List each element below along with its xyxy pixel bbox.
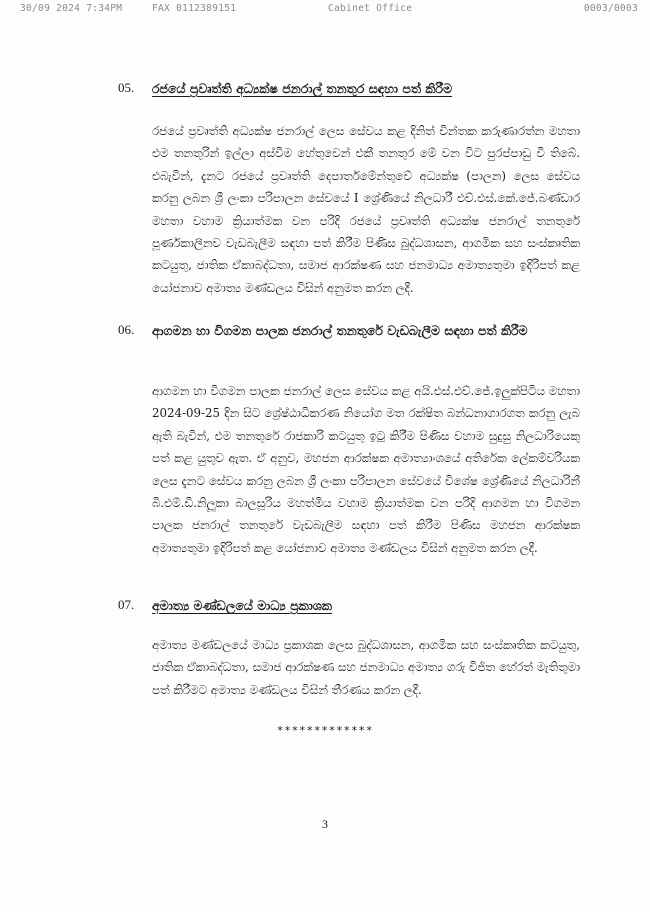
fax-sender-office: Cabinet Office (328, 3, 413, 14)
section-title: ආගමන හා විගමන පාලක ජනරාල් තනතුරේ වැඩබැලීම සඳහා පත් කිරීම (152, 323, 528, 338)
section-number: 07. (118, 597, 135, 612)
section-body: අමාත්‍ය මණ්ඩලයේ මාධ්‍ය ප්‍රකාශක ලෙස බුද්ධශාසන, ආගමික සහ සංස්කෘතික කටයුතු, ජාතික ඒකාබද්ධතා, සමාජ ආරක්ෂණ සහ ජනමාධ්‍ය අමාත්‍ය ගරු විජිත හේරත් මැතිතුමා පත් කිරීමට අමාත්‍ය මණ්ඩලය විසින් තීරණය කරන ලදී. (152, 638, 580, 697)
end-separator: ************* (276, 724, 374, 737)
section-number: 06. (118, 322, 135, 337)
section-title: අමාත්‍ය මණ්ඩලයේ මාධ්‍ය ප්‍රකාශක (152, 598, 332, 613)
section-title: රජයේ ප්‍රවෘත්ති අධ්‍යක්ෂ ජනරාල් තනතුර සඳහා පත් කිරීම (152, 81, 453, 96)
fax-transmission-header (20, 3, 638, 17)
section-body: ආගමන හා විගමන පාලක ජනරාල් ලෙස සේවය කළ අයි.එස්.එච්.ජේ.ඉලුක්පිටිය මහතා 2024-09-25 දින සිට ශ්‍රේෂ්ඨාධිකරණ නියෝග මත රක්ෂිත බන්ධනාගාරගත කරනු ලැබ ඇති බැවින්, එම තනතුරේ රාජකාරි කටයුතු ඉටු කිරීම පිණිස වහාම සුදුසු නිලධාරියෙකු පත් කළ යුතුව ඇත. ඒ අනුව, මහජන ආරක්ෂක අමාත්‍යාංශයේ අතිරේක ලේකම්වරියක ලෙස දැනට සේවය කරනු ලබන ශ්‍රී ලංකා පරිපාලන සේවයේ විශේෂ ශ්‍රේණියේ නිලධාරිනී බී.එම්.ඩී.නිලූකා බාලසූරිය මහත්මිය වහාම ක්‍රියාත්මක වන පරිදි ආගමන හා විගමන පාලක ජනරාල් තනතුරේ වැඩබැලීම සඳහා පත් කිරීම පිණිස මහජන ආරක්ෂක අමාත්‍යතුමා ඉදිරිපත් කළ යෝජනාව අමාත්‍ය මණ්ඩලය විසින් අනුමත කරන ලදී. (152, 384, 580, 555)
fax-page-counter: 0003/0003 (583, 3, 638, 14)
fax-datetime: 30/09 2024 7:34PM (20, 3, 123, 14)
section-body: රජයේ ප්‍රවෘත්ති අධ්‍යක්ෂ ජනරාල් ලෙස සේවය කළ දිනිත් චින්තක කරුණාරත්න මහතා එම තනතුරින් ඉල්ලා අස්වීම හේතුවෙන් එකී තනතුර මේ වන විට පුරප්පාඩු වී තිබේ. එබැවින්, දැනට රජයේ ප්‍රවෘත්ති දෙපාර්තමේන්තුවේ අධ්‍යක්ෂ (පාලන) ලෙස සේවය කරනු ලබන ශ්‍රී ලංකා පරිපාලන සේවයේ I ශ්‍රේණියේ නිලධාරී එච්.එස්.කේ.ජේ.බණ්ඩාර මහතා වහාම ක්‍රියාත්මක වන පරිදි රජයේ ප්‍රවෘත්ති අධ්‍යක්ෂ ජනරාල් තනතුරේ පූර්ණකාලීනව වැඩබැලීම සඳහා පත් කිරීම පිණිස බුද්ධශාසන, ආගමික සහ සංස්කෘතික කටයුතු, ජාතික ඒකාබද්ධතා, සමාජ ආරක්ෂණ සහ ජනමාධ්‍ය අමාත්‍යතුමා ඉදිරිපත් කළ යෝජනාව අමාත්‍ය මණ්ඩලය විසින් අනුමත කරන ලදී. (152, 124, 580, 295)
page-number: 3 (322, 817, 328, 831)
section-number: 05. (118, 80, 135, 95)
fax-number: FAX 0112389151 (152, 3, 237, 14)
